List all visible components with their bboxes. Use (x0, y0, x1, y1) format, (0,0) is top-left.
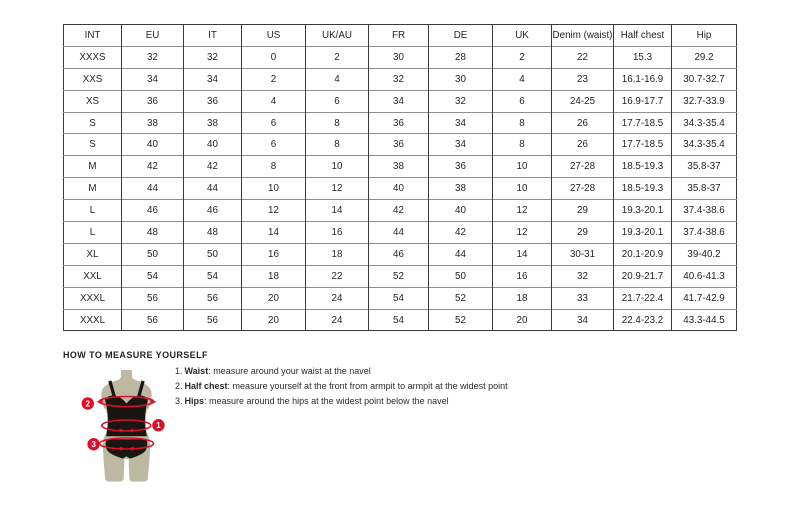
table-row (64, 156, 737, 178)
table-cell: L (64, 222, 122, 244)
table-cell: 29.2 (672, 46, 737, 68)
step-number: 2. (175, 381, 183, 391)
step-label: Half chest (184, 381, 228, 391)
table-cell: 18 (493, 287, 552, 309)
table-cell: 38 (184, 112, 242, 134)
table-cell: 6 (493, 90, 552, 112)
table-cell: 36 (122, 90, 184, 112)
table-cell: 44 (184, 178, 242, 200)
table-cell: 30 (429, 68, 493, 90)
table-cell: 30.7-32.7 (672, 68, 737, 90)
table-cell: 24 (306, 287, 369, 309)
table-cell: 17.7-18.5 (614, 112, 672, 134)
table-cell: XXL (64, 265, 122, 287)
table-cell: 18 (242, 265, 306, 287)
table-cell: 56 (122, 287, 184, 309)
table-cell: 50 (184, 243, 242, 265)
table-cell: 32 (122, 46, 184, 68)
table-cell: 4 (306, 68, 369, 90)
table-cell: 6 (306, 90, 369, 112)
table-row (64, 134, 737, 156)
step-text: : measure around your waist at the navel (208, 366, 371, 376)
table-cell: 10 (306, 156, 369, 178)
table-cell: 38 (122, 112, 184, 134)
table-row (64, 90, 737, 112)
table-cell: 19.3-20.1 (614, 200, 672, 222)
table-header-row (64, 25, 737, 47)
table-cell: 18 (306, 243, 369, 265)
column-header: DE (429, 25, 493, 47)
table-cell: 38 (369, 156, 429, 178)
table-cell: 48 (122, 222, 184, 244)
table-cell: M (64, 156, 122, 178)
table-cell: 6 (242, 112, 306, 134)
table-cell: 4 (493, 68, 552, 90)
table-cell: XXS (64, 68, 122, 90)
table-cell: 44 (122, 178, 184, 200)
table-cell: 46 (369, 243, 429, 265)
table-cell: 36 (184, 90, 242, 112)
table-cell: 36 (369, 134, 429, 156)
table-cell: S (64, 134, 122, 156)
table-cell: 43.3-44.5 (672, 309, 737, 331)
column-header: UK/AU (306, 25, 369, 47)
table-cell: 20 (242, 287, 306, 309)
table-cell: XXXS (64, 46, 122, 68)
table-cell: 26 (552, 112, 614, 134)
table-row (64, 46, 737, 68)
table-cell: 40 (184, 134, 242, 156)
table-cell: 32 (369, 68, 429, 90)
table-cell: XS (64, 90, 122, 112)
table-cell: 4 (242, 90, 306, 112)
table-row (64, 309, 737, 331)
table-cell: 19.3-20.1 (614, 222, 672, 244)
table-cell: 34 (429, 134, 493, 156)
table-cell: 16 (242, 243, 306, 265)
column-header: US (242, 25, 306, 47)
table-cell: 42 (429, 222, 493, 244)
table-cell: 20 (242, 309, 306, 331)
table-cell: 10 (493, 178, 552, 200)
table-cell: 37.4-38.6 (672, 200, 737, 222)
column-header: INT (84, 29, 101, 41)
table-cell: M (64, 178, 122, 200)
table-cell: 34 (369, 90, 429, 112)
column-header: Hip (672, 25, 737, 47)
table-cell: 29 (552, 200, 614, 222)
step-label: Waist (184, 366, 209, 376)
table-cell: 23 (552, 68, 614, 90)
table-cell: 34 (122, 68, 184, 90)
table-cell: 44 (369, 222, 429, 244)
table-cell: 52 (429, 309, 493, 331)
table-cell: S (64, 112, 122, 134)
table-cell: 22 (552, 46, 614, 68)
table-cell: 20.1-20.9 (614, 243, 672, 265)
table-cell: 34.3-35.4 (672, 134, 737, 156)
table-cell: 14 (493, 243, 552, 265)
table-cell: 50 (122, 243, 184, 265)
table-cell: 8 (306, 112, 369, 134)
table-cell: 22.4-23.2 (614, 309, 672, 331)
table-cell: 34 (184, 68, 242, 90)
column-header: Denim (waist) (552, 25, 614, 47)
table-cell: 22 (306, 265, 369, 287)
table-cell: 52 (369, 265, 429, 287)
table-cell: 12 (242, 200, 306, 222)
table-cell: 0 (242, 46, 306, 68)
table-cell: 15.3 (614, 46, 672, 68)
table-cell: 20 (493, 309, 552, 331)
table-cell: 40 (122, 134, 184, 156)
table-cell: 42 (184, 156, 242, 178)
table-cell: 33 (552, 287, 614, 309)
table-cell: 28 (429, 46, 493, 68)
table-row (64, 243, 737, 265)
table-cell: 32 (552, 265, 614, 287)
step-label: Hips (184, 396, 205, 406)
step-text: : measure yourself at the front from armpit to armpit at the widest point (227, 381, 508, 391)
table-cell: 36 (429, 156, 493, 178)
table-cell: 2 (493, 46, 552, 68)
step-number: 3. (175, 396, 183, 406)
measure-instructions-list (175, 364, 508, 409)
column-header: FR (369, 25, 429, 47)
table-cell: 56 (184, 309, 242, 331)
table-cell: 17.7-18.5 (614, 134, 672, 156)
column-header: UK (493, 25, 552, 47)
measure-step (175, 379, 508, 394)
table-cell: 36 (369, 112, 429, 134)
table-row (64, 112, 737, 134)
table-cell: 54 (122, 265, 184, 287)
table-cell: 10 (242, 178, 306, 200)
table-cell: 8 (306, 134, 369, 156)
table-cell: 30 (369, 46, 429, 68)
table-cell: 46 (184, 200, 242, 222)
measure-step (175, 394, 508, 409)
table-cell: 56 (184, 287, 242, 309)
table-cell: 32 (184, 46, 242, 68)
table-cell: 14 (306, 200, 369, 222)
step-number: 1. (175, 366, 183, 376)
column-header: EU (122, 25, 184, 47)
table-cell: 34 (429, 112, 493, 134)
table-cell: 16.1-16.9 (614, 68, 672, 90)
table-cell: 35.8-37 (672, 156, 737, 178)
table-cell: 56 (122, 309, 184, 331)
table-row (64, 265, 737, 287)
table-cell: 41.7-42.9 (672, 287, 737, 309)
table-cell: 42 (122, 156, 184, 178)
table-cell: 29 (552, 222, 614, 244)
measure-step (175, 364, 508, 379)
table-cell: 34.3-35.4 (672, 112, 737, 134)
table-cell: 26 (552, 134, 614, 156)
half-chest-badge-number: 2 (85, 399, 91, 409)
table-cell: 42 (369, 200, 429, 222)
table-row (64, 222, 737, 244)
table-cell: 39-40.2 (672, 243, 737, 265)
table-cell: 12 (493, 200, 552, 222)
table-cell: 2 (306, 46, 369, 68)
table-cell: 44 (429, 243, 493, 265)
table-cell: 12 (493, 222, 552, 244)
table-row (64, 287, 737, 309)
table-cell: 18.5-19.3 (614, 156, 672, 178)
waist-badge-number: 1 (156, 421, 161, 431)
table-cell: 30-31 (552, 243, 614, 265)
table-cell: L (64, 200, 122, 222)
table-cell: 46 (122, 200, 184, 222)
table-cell: 16 (493, 265, 552, 287)
table-cell: 40 (369, 178, 429, 200)
table-cell: 32.7-33.9 (672, 90, 737, 112)
table-cell: 37.4-38.6 (672, 222, 737, 244)
table-cell: 54 (184, 265, 242, 287)
table-cell: 54 (369, 309, 429, 331)
table-cell: 16 (306, 222, 369, 244)
table-cell: 40.6-41.3 (672, 265, 737, 287)
table-cell: XXXL (64, 309, 122, 331)
hips-badge-number: 3 (91, 440, 96, 450)
table-cell: XL (64, 243, 122, 265)
table-cell: 6 (242, 134, 306, 156)
table-cell: XXXL (64, 287, 122, 309)
table-cell: 16.9-17.7 (614, 90, 672, 112)
table-cell: 8 (493, 134, 552, 156)
table-cell: 14 (242, 222, 306, 244)
table-cell: 34 (552, 309, 614, 331)
table-cell: 40 (429, 200, 493, 222)
table-cell: 18.5-19.3 (614, 178, 672, 200)
table-cell: 21.7-22.4 (614, 287, 672, 309)
table-cell: 27-28 (552, 178, 614, 200)
table-row (64, 200, 737, 222)
table-cell: 10 (493, 156, 552, 178)
column-header: IT (184, 25, 242, 47)
table-cell: 8 (493, 112, 552, 134)
size-chart-table (63, 24, 737, 331)
table-cell: 8 (242, 156, 306, 178)
step-text: : measure around the hips at the widest point below the navel (204, 396, 449, 406)
table-cell: 48 (184, 222, 242, 244)
table-cell: 27-28 (552, 156, 614, 178)
table-cell: 54 (369, 287, 429, 309)
section-heading: HOW TO MEASURE YOURSELF (63, 350, 208, 360)
table-row (64, 68, 737, 90)
table-cell: 38 (429, 178, 493, 200)
measurement-figure-illustration (78, 368, 170, 486)
table-cell: 24 (306, 309, 369, 331)
column-header: Half chest (614, 25, 672, 47)
table-cell: 2 (242, 68, 306, 90)
table-cell: 24-25 (552, 90, 614, 112)
table-cell: 12 (306, 178, 369, 200)
table-cell: 50 (429, 265, 493, 287)
table-cell: 32 (429, 90, 493, 112)
table-cell: 52 (429, 287, 493, 309)
table-row (64, 178, 737, 200)
table-cell: 20.9-21.7 (614, 265, 672, 287)
table-cell: 35.8-37 (672, 178, 737, 200)
